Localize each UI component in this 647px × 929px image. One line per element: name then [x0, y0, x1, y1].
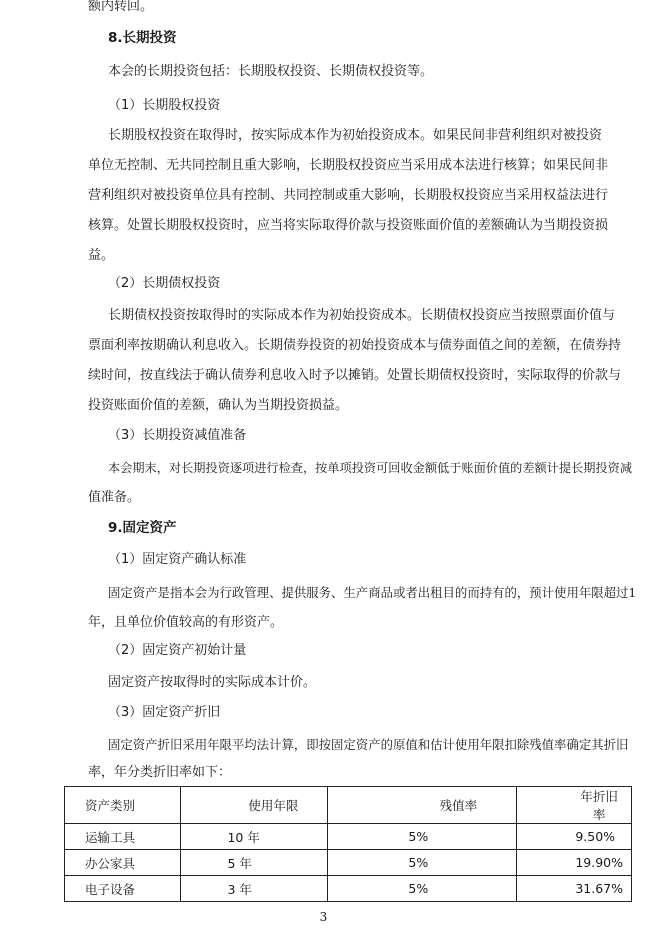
table-row [65, 850, 632, 876]
table-cell: 办公家具 [65, 850, 181, 876]
text-line: 额内转回。 [88, 0, 154, 14]
text-line: 固定资产折旧采用年限平均法计算，即按固定资产的原值和估计使用年限扣除残值率确定其折旧 [108, 737, 629, 752]
table-cell: 5% [328, 850, 517, 876]
subheading: （3）长期投资减值准备 [108, 428, 247, 443]
text-line: 续时间，按直线法于确认债券利息收入时予以摊销。处置长期债权投资时，实际取得的价款与 [88, 368, 622, 383]
table-cell: 5% [328, 876, 517, 902]
table-cell: 3 年 [181, 876, 328, 902]
table-cell: 运输工具 [65, 824, 181, 850]
table-cell: 10 年 [181, 824, 328, 850]
table-header-row [65, 787, 632, 824]
text-line: 固定资产按取得时的实际成本计价。 [108, 675, 317, 690]
table-cell: 9.50% [517, 824, 632, 850]
text-line: 益。 [88, 248, 115, 263]
table-cell: 5 年 [181, 850, 328, 876]
section-heading-fixed-assets: 9.固定资产 [108, 520, 177, 536]
text-line: 长期股权投资在取得时，按实际成本作为初始投资成本。如果民间非营利组织对被投资 [108, 128, 603, 143]
text-line: 长期债权投资按取得时的实际成本作为初始投资成本。长期债权投资应当按照票面价值与 [108, 308, 616, 323]
subheading: （3）固定资产折旧 [108, 705, 221, 720]
text-line: 营利组织对被投资单位具有控制、共同控制或重大影响，长期股权投资应当采用权益法进行 [88, 188, 609, 203]
text-line: 年，且单位价值较高的有形资产。 [88, 615, 284, 630]
page-number: 3 [319, 910, 328, 924]
subheading: （1）长期股权投资 [108, 98, 221, 113]
subheading: （2）长期债权投资 [108, 276, 221, 291]
table-cell: 31.67% [517, 876, 632, 902]
table-cell: 电子设备 [65, 876, 181, 902]
subheading: （2）固定资产初始计量 [108, 643, 247, 658]
table-row [65, 876, 632, 902]
section-heading-long-term-investment: 8.长期投资 [108, 30, 177, 46]
text-line: 固定资产是指本会为行政管理、提供服务、生产商品或者出租目的而持有的，预计使用年限超过1 [108, 585, 637, 600]
table-header-cell: 资产类别 [65, 787, 181, 824]
text-line: 单位无控制、无共同控制且重大影响，长期股权投资应当采用成本法进行核算；如果民间非 [88, 158, 609, 173]
subheading: （1）固定资产确认标准 [108, 552, 247, 567]
table-header-cell: 使用年限 [181, 787, 328, 824]
table-row [65, 824, 632, 850]
text-line: 率，年分类折旧率如下： [88, 765, 232, 780]
depreciation-table [64, 786, 632, 902]
text-line: 投资账面价值的差额，确认为当期投资损益。 [88, 398, 349, 413]
table-cell: 19.90% [517, 850, 632, 876]
table-header-cell: 年折旧率 [517, 787, 632, 824]
text-line: 票面利率按期确认利息收入。长期债券投资的初始投资成本与债券面值之间的差额，在债券持 [88, 338, 622, 353]
table-header-cell: 残值率 [328, 787, 517, 824]
text-line: 本会期末，对长期投资逐项进行检查，按单项投资可回收金额低于账面价值的差额计提长期投资减 [108, 461, 633, 475]
text-line: 值准备。 [88, 490, 141, 505]
text-line: 本会的长期投资包括：长期股权投资、长期债权投资等。 [108, 64, 434, 79]
text-line: 核算。处置长期股权投资时，应当将实际取得价款与投资账面价值的差额确认为当期投资损 [88, 218, 609, 233]
table-cell: 5% [328, 824, 517, 850]
